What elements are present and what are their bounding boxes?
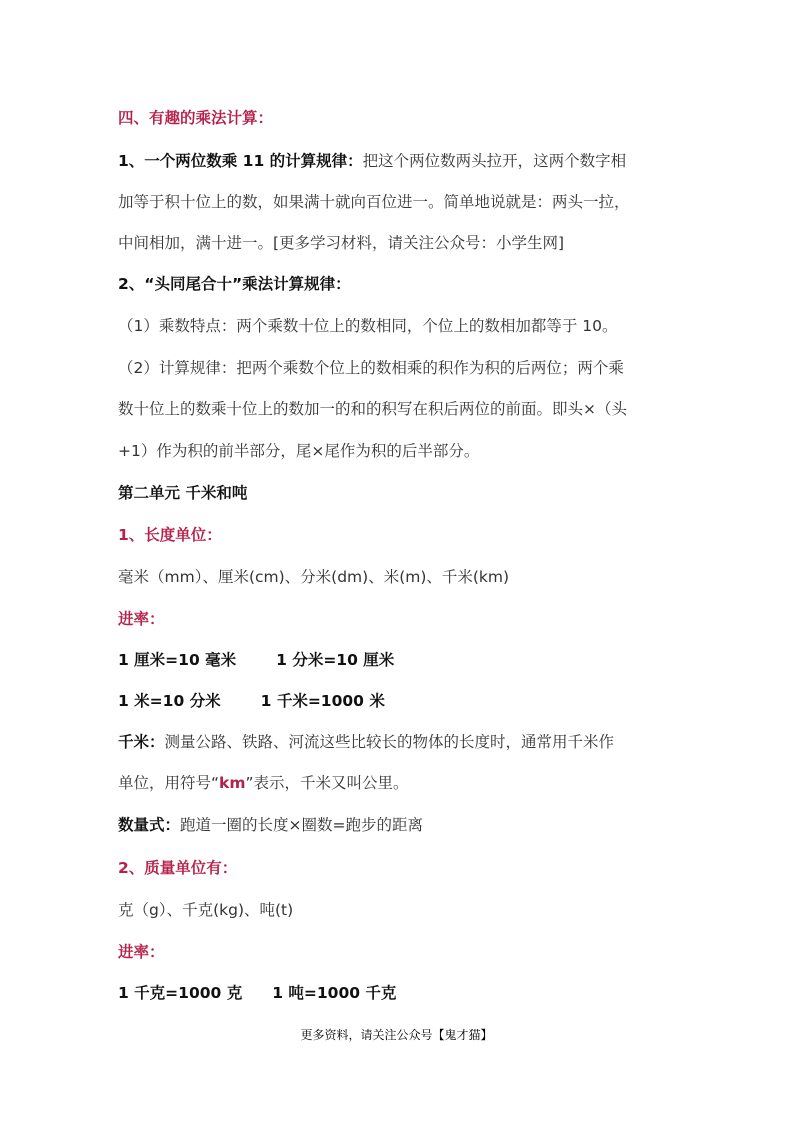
rate-cm-mm: 1 厘米=10 毫米 — [118, 651, 237, 669]
formula-line — [118, 814, 723, 836]
km-text-post: ”表示，千米又叫公里。 — [245, 774, 409, 792]
rate-dm-cm: 1 分米=10 厘米 — [276, 651, 395, 669]
mass-rate-label: 进率： — [118, 943, 165, 961]
rule2-feature: （1）乘数特点：两个乘数十位上的数相同，个位上的数相加都等于 10。 — [118, 317, 618, 335]
rule1-text-line2: 加等于积十位上的数，如果满十就向百位进一。简单地说就是：两头一拉， — [118, 193, 630, 211]
rule2-method-line3: +1）作为积的前半部分，尾×尾作为积的后半部分。 — [118, 442, 480, 460]
km-text-line2 — [118, 772, 723, 794]
rate-t-kg: 1 吨=1000 千克 — [272, 984, 397, 1002]
rule1-title: 1、一个两位数乘 11 的计算规律： — [118, 152, 363, 170]
km-text-line1: 测量公路、铁路、河流这些比较长的物体的长度时，通常用千米作 — [164, 733, 615, 751]
length-units: 毫米（mm）、厘米(cm)、分米(dm)、米(m)、千米(km) — [118, 568, 510, 586]
length-rate-row2 — [118, 690, 723, 712]
length-heading: 1、长度单位： — [118, 526, 222, 544]
formula-text: 跑道一圈的长度×圈数=跑步的距离 — [180, 816, 423, 834]
rule1-text-line3: 中间相加，满十进一。[更多学习材料，请关注公众号：小学生网] — [118, 234, 565, 252]
rate-kg-g: 1 千克=1000 克 — [118, 984, 243, 1002]
section4-heading: 四、有趣的乘法计算： — [118, 109, 274, 127]
formula-label: 数量式： — [118, 816, 181, 834]
km-text-pre: 单位，用符号“ — [118, 774, 220, 792]
mass-units: 克（g）、千克(kg)、吨(t) — [118, 901, 294, 919]
rule2-title: 2、“头同尾合十”乘法计算规律： — [118, 275, 351, 293]
km-symbol: km — [219, 774, 246, 792]
rule1-text-line1: 把这个两位数两头拉开，这两个数字相 — [362, 152, 627, 170]
mass-heading: 2、质量单位有： — [118, 859, 238, 877]
length-rate-label: 进率： — [118, 610, 165, 628]
page-footer: 更多资料，请关注公众号【鬼才猫】 — [300, 1028, 493, 1042]
rule2-method-line1: （2）计算规律：把两个乘数个位上的数相乘的积作为积的后两位；两个乘 — [118, 359, 624, 377]
km-paragraph — [118, 731, 723, 753]
rule1-paragraph — [118, 150, 723, 172]
rule2-method-line2: 数十位上的数乘十位上的数加一的和的积写在积后两位的前面。即头×（头 — [118, 400, 627, 418]
rate-km-m: 1 千米=1000 米 — [260, 692, 385, 710]
mass-rate-row — [118, 982, 723, 1004]
length-rate-row1 — [118, 649, 723, 671]
km-label: 千米： — [118, 733, 165, 751]
unit2-title: 第二单元 千米和吨 — [118, 484, 248, 502]
rate-m-dm: 1 米=10 分米 — [118, 692, 221, 710]
